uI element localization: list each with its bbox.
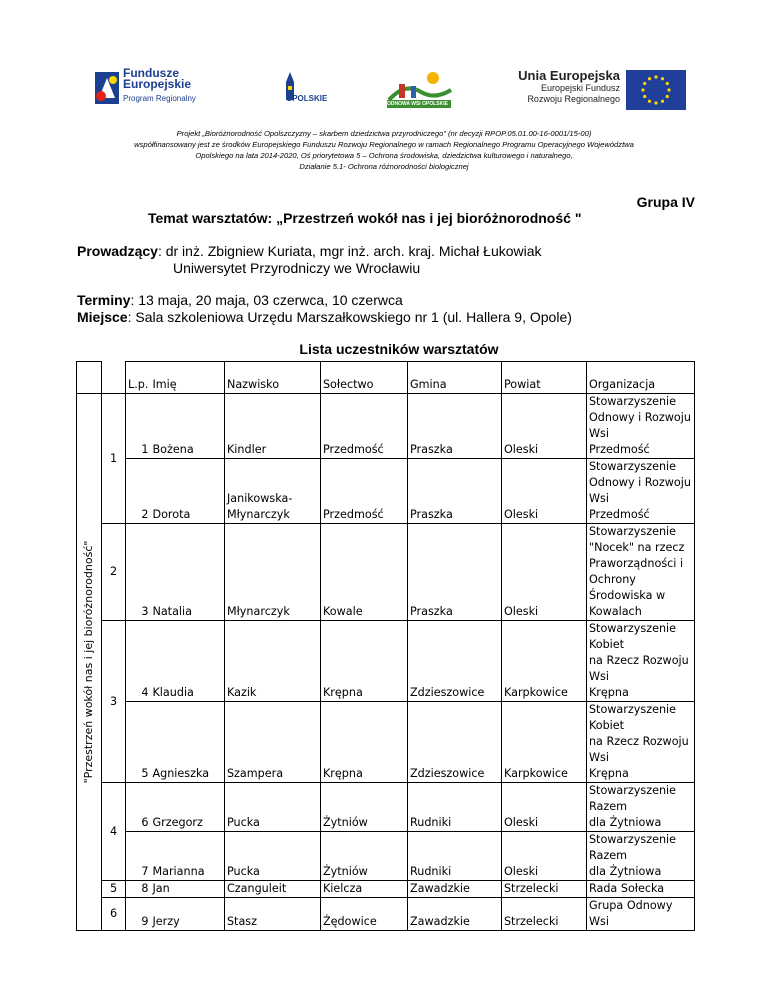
eu-star-icon (661, 77, 664, 80)
odnowa-wsi-logo-text: ODNOWA WSI OPOLSKIE (387, 101, 448, 107)
cell-lp: 6 (126, 783, 151, 832)
cell-solectwo: Żędowice (320, 898, 407, 931)
cell-lp: 7 (126, 832, 151, 881)
cell-gmina: Praszka (407, 394, 501, 459)
cell-imie: Natalia (150, 524, 224, 621)
rotated-topic-label: "Przestrzeń wokół nas i jej bioróżnorodność" (82, 540, 95, 784)
cell-solectwo: Żytniów (320, 783, 407, 832)
leaders-block (77, 243, 542, 277)
cell-nazwisko: Pucka (224, 832, 320, 881)
cell-powiat: Oleski (501, 459, 586, 524)
cell-powiat: Oleski (501, 394, 586, 459)
cell-solectwo: Krępna (320, 702, 407, 783)
cell-lp: 1 (126, 394, 151, 459)
group-number: 2 (102, 524, 126, 621)
cell-organizacja: Stowarzyszenie "Nocek" na rzecz Praworządności i Ochrony Środowiska w Kowalach (586, 524, 694, 621)
header-solectwo: Sołectwo (320, 362, 407, 394)
eu-star-icon (666, 95, 669, 98)
group-label: Grupa IV (636, 194, 695, 210)
eu-star-icon (643, 95, 646, 98)
table-row (77, 702, 695, 783)
workshop-topic: Temat warsztatów: „Przestrzeń wokół nas i jej bioróżnorodność " (148, 210, 582, 226)
table-row (77, 898, 695, 931)
dates-label: Terminy (77, 292, 131, 308)
cell-imie: Klaudia (150, 621, 224, 702)
cell-lp: 3 (126, 524, 151, 621)
cell-lp: 9 (126, 898, 151, 931)
header-imie: Imię (150, 362, 224, 394)
cell-lp: 2 (126, 459, 151, 524)
cell-nazwisko: Szampera (224, 702, 320, 783)
cell-solectwo: Kielcza (320, 881, 407, 898)
header-nazwisko: Nazwisko (224, 362, 320, 394)
eu-star-icon (654, 101, 657, 104)
leaders-university: Uniwersytet Przyrodniczy we Wrocławiu (173, 260, 421, 276)
cell-gmina: Praszka (407, 524, 501, 621)
dates-place-block (77, 292, 572, 326)
cell-organizacja: Stowarzyszenie Kobiet na Rzecz Rozwoju Wsi Krępna (586, 621, 694, 702)
cell-powiat: Karpkowice (501, 702, 586, 783)
cell-powiat: Karpkowice (501, 621, 586, 702)
cell-lp: 4 (126, 621, 151, 702)
fundusze-europejskie-logo (93, 68, 213, 112)
header-organizacja: Organizacja (586, 362, 694, 394)
unia-europejska-logo (516, 70, 686, 112)
fe-logo-line3: Program Regionalny (123, 94, 196, 103)
eu-flag-icon (626, 70, 686, 110)
table-row (77, 621, 695, 702)
cell-lp: 5 (126, 702, 151, 783)
cell-gmina: Zawadzkie (407, 898, 501, 931)
ue-logo-line2: Europejski Fundusz (540, 83, 620, 93)
group-number: 3 (102, 621, 126, 783)
group-number: 4 (102, 783, 126, 881)
ue-logo-line1: Unia Europejska (518, 68, 620, 83)
project-info-line: Działanie 5.1- Ochrona różnorodności biologicznej (299, 162, 469, 171)
cell-organizacja: Stowarzyszenie Kobiet na Rzecz Rozwoju Wsi Krępna (586, 702, 694, 783)
table-row (77, 459, 695, 524)
cell-nazwisko: Kazik (224, 621, 320, 702)
group-number: 6 (102, 898, 126, 931)
cell-nazwisko: Młynarczyk (224, 524, 320, 621)
odnowa-wsi-logo (385, 70, 455, 112)
cell-lp: 8 (126, 881, 151, 898)
table-row (77, 832, 695, 881)
fe-logo-line2: Europejskie (123, 77, 192, 91)
rotated-topic-cell (77, 394, 102, 931)
eu-star-icon (643, 82, 646, 85)
project-info-line: Opolskiego na lata 2014-2020, Oś priorytetowa 5 – Ochrona środowiska, dziedzictwa kulturowego i naturalnego, (195, 151, 573, 160)
place-value: : Sala szkoleniowa Urzędu Marszałkowskiego nr 1 (ul. Hallera 9, Opole) (127, 309, 572, 325)
fe-logo-line1: Fundusze (123, 66, 179, 80)
table-header-row (77, 362, 695, 394)
cell-nazwisko: Janikowska- Młynarczyk (224, 459, 320, 524)
cell-solectwo: Przedmość (320, 459, 407, 524)
cell-imie: Marianna (150, 832, 224, 881)
leaders-value: : dr inż. Zbigniew Kuriata, mgr inż. arch. kraj. Michał Łukowiak (157, 243, 542, 259)
cell-organizacja: Stowarzyszenie Razem dla Żytniowa (586, 832, 694, 881)
opolskie-logo-text: OPOLSKIE (286, 94, 328, 103)
cell-gmina: Zawadzkie (407, 881, 501, 898)
fe-emblem-icon (93, 68, 121, 108)
eu-star-icon (667, 88, 670, 91)
header-powiat: Powiat (501, 362, 586, 394)
cell-solectwo: Żytniów (320, 832, 407, 881)
ue-logo-line3: Rozwoju Regionalnego (527, 94, 620, 104)
cell-organizacja: Stowarzyszenie Odnowy i Rozwoju Wsi Przedmość (586, 394, 694, 459)
cell-nazwisko: Czanguleit (224, 881, 320, 898)
cell-organizacja: Stowarzyszenie Odnowy i Rozwoju Wsi Przedmość (586, 459, 694, 524)
table-row (77, 881, 695, 898)
cell-organizacja: Grupa Odnowy Wsi (586, 898, 694, 931)
opolskie-logo (268, 72, 334, 112)
cell-imie: Bożena (150, 394, 224, 459)
cell-solectwo: Kowale (320, 524, 407, 621)
cell-powiat: Strzelecki (501, 881, 586, 898)
cell-powiat: Oleski (501, 832, 586, 881)
header-gmina: Gmina (407, 362, 501, 394)
participants-table (76, 361, 695, 931)
cell-solectwo: Przedmość (320, 394, 407, 459)
cell-nazwisko: Pucka (224, 783, 320, 832)
cell-gmina: Rudniki (407, 783, 501, 832)
eu-star-icon (648, 100, 651, 103)
place-label: Miejsce (77, 309, 128, 325)
project-info-line: współfinansowany jest ze środków Europejskiego Funduszu Rozwoju Regionalnego w ramach Regionalnego Programu Operacyjnego Województwa (134, 140, 634, 149)
eu-star-icon (648, 77, 651, 80)
cell-powiat: Strzelecki (501, 898, 586, 931)
cell-gmina: Praszka (407, 459, 501, 524)
header-lp: L.p. (126, 362, 151, 394)
cell-powiat: Oleski (501, 524, 586, 621)
table-row (77, 394, 695, 459)
eu-star-icon (641, 88, 644, 91)
cell-gmina: Zdzieszowice (407, 702, 501, 783)
eu-star-icon (661, 100, 664, 103)
cell-organizacja: Stowarzyszenie Razem dla Żytniowa (586, 783, 694, 832)
group-number: 1 (102, 394, 126, 524)
cell-imie: Jerzy (150, 898, 224, 931)
cell-imie: Jan (150, 881, 224, 898)
eu-star-icon (654, 75, 657, 78)
table-row (77, 783, 695, 832)
leaders-label: Prowadzący (77, 243, 158, 259)
participants-list-title: Lista uczestników warsztatów (299, 341, 499, 357)
group-number: 5 (102, 881, 126, 898)
cell-powiat: Oleski (501, 783, 586, 832)
cell-nazwisko: Stasz (224, 898, 320, 931)
cell-organizacja: Rada Sołecka (586, 881, 694, 898)
cell-nazwisko: Kindler (224, 394, 320, 459)
cell-imie: Dorota (150, 459, 224, 524)
dates-value: : 13 maja, 20 maja, 03 czerwca, 10 czerwca (130, 292, 403, 308)
table-row (77, 524, 695, 621)
cell-solectwo: Krępna (320, 621, 407, 702)
cell-gmina: Zdzieszowice (407, 621, 501, 702)
cell-imie: Grzegorz (150, 783, 224, 832)
cell-gmina: Rudniki (407, 832, 501, 881)
cell-imie: Agnieszka (150, 702, 224, 783)
project-info (40, 128, 728, 172)
project-info-line: Projekt „Bioróżnorodność Opolszczyzny – skarbem dziedzictwa przyrodniczego” (nr decyzji RPOP.05.01.00-16-0001/15-00) (176, 129, 592, 138)
eu-star-icon (666, 82, 669, 85)
